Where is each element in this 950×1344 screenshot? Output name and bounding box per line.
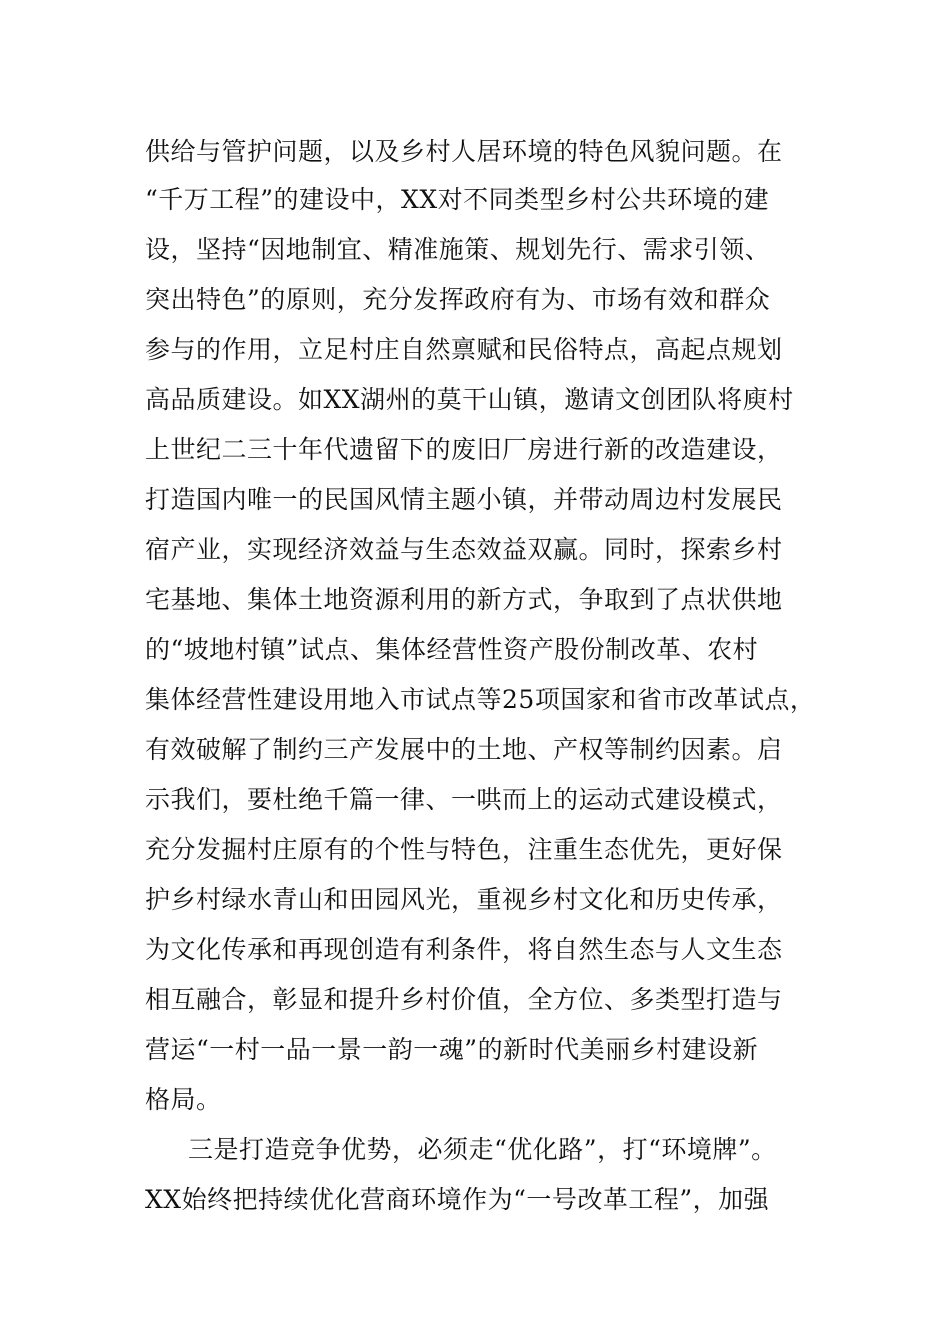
paragraph-line: 示我们，要杜绝千篇一律、一哄而上的运动式建设模式， — [145, 785, 783, 814]
paragraph-line: “千万工程”的建设中，XX对不同类型乡村公共环境的建 — [145, 185, 770, 214]
paragraph-line: 为文化传承和再现创造有利条件，将自然生态与人文生态 — [145, 935, 783, 964]
paragraph-line: 突出特色”的原则，充分发挥政府有为、市场有效和群众 — [145, 285, 771, 314]
paragraph-line: 集体经营性建设用地入市试点等25项国家和省市改革试点， — [145, 685, 816, 714]
paragraph-line: 的“坡地村镇”试点、集体经营性资产股份制改革、农村 — [145, 635, 759, 664]
paragraph-line: 宅基地、集体土地资源利用的新方式，争取到了点状供地 — [145, 585, 783, 614]
paragraph-line: 充分发掘村庄原有的个性与特色，注重生态优先，更好保 — [145, 835, 783, 864]
paragraph-line: 高品质建设。如XX湖州的莫干山镇，邀请文创团队将庾村 — [145, 385, 794, 414]
paragraph-line-indented: 三是打造竞争优势，必须走“优化路”，打“环境牌”。 — [188, 1135, 777, 1164]
paragraph-line: 参与的作用，立足村庄自然禀赋和民俗特点，高起点规划 — [145, 335, 783, 364]
paragraph-line: XX始终把持续优化营商环境作为“一号改革工程”，加强 — [145, 1185, 770, 1214]
paragraph-line: 有效破解了制约三产发展中的土地、产权等制约因素。启 — [145, 735, 783, 764]
paragraph-line: 供给与管护问题，以及乡村人居环境的特色风貌问题。在 — [145, 137, 783, 166]
paragraph-line: 营运“一村一品一景一韵一魂”的新时代美丽乡村建设新 — [145, 1035, 759, 1064]
paragraph-line: 护乡村绿水青山和田园风光，重视乡村文化和历史传承， — [145, 885, 783, 914]
paragraph-line: 上世纪二三十年代遗留下的废旧厂房进行新的改造建设， — [145, 435, 783, 464]
paragraph-line: 设，坚持“因地制宜、精准施策、规划先行、需求引领、 — [145, 235, 771, 264]
paragraph-line: 格局。 — [145, 1085, 222, 1114]
paragraph-line: 打造国内唯一的民国风情主题小镇，并带动周边村发展民 — [145, 485, 783, 514]
paragraph-line: 相互融合，彰显和提升乡村价值，全方位、多类型打造与 — [145, 985, 783, 1014]
paragraph-line: 宿产业，实现经济效益与生态效益双赢。同时，探索乡村 — [145, 535, 783, 564]
